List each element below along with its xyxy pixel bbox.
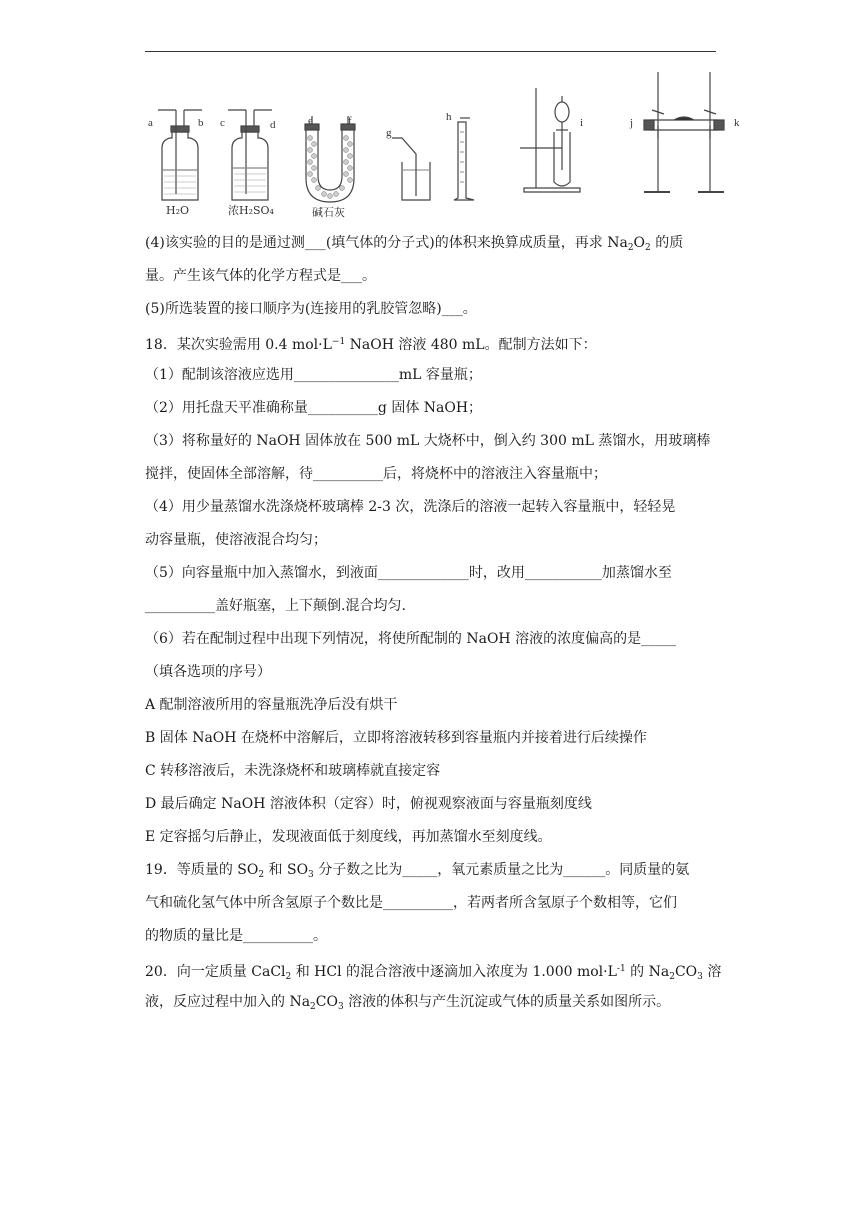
q18-step5-line2: __________盖好瓶塞，上下颠倒.混合均匀. <box>145 598 406 614</box>
port-label-g: g <box>386 127 392 139</box>
port-label-h: h <box>446 111 452 123</box>
q18-step6-line1: （6）若在配制过程中出现下列情况，将使所配制的 NaOH 溶液的浓度偏高的是_____ <box>145 631 677 647</box>
q18-title: 18．某次实验需用 0.4 $mol\cdot L^{-1}$ NaOH 溶液 480 mL。配制方法如下： <box>145 337 597 353</box>
u-tube-apparatus <box>305 116 355 202</box>
q19-line1: 19．等质量的 $SO_2$ 和 $SO_3$ 分子数之比为_____，氧元素质量之比为______。同质量的氨 <box>145 862 690 880</box>
q18-option-d: D 最后确定 NaOH 溶液体积（定容）时，俯视观察液面与容量瓶刻度线 <box>145 796 592 812</box>
q19-line2: 气和硫化氢气体中所含氢原子个数比是__________，若两者所含氢原子个数相等，它们 <box>145 895 677 911</box>
q18-step1: （1）配制该溶液应选用_______________mL 容量瓶； <box>145 367 482 383</box>
acid-bottle-apparatus <box>228 110 272 200</box>
water-bottle-apparatus <box>158 110 202 200</box>
apparatus-captions <box>166 203 345 219</box>
q18-step5-line1: （5）向容量瓶中加入蒸馏水，到液面_____________时，改用___________加蒸馏水至 <box>145 565 672 581</box>
port-label-e: e <box>308 115 313 127</box>
q20-line2: 液，反应过程中加入的 $Na_2CO_3$ 溶液的体积与产生沉淀或气体的质量关系如图所示。 <box>145 994 671 1012</box>
header-rule <box>145 51 716 52</box>
port-label-i: i <box>580 117 584 129</box>
q18-option-b: B 固体 NaOH 在烧杯中溶解后，立即将溶液转移到容量瓶内并接着进行后续操作 <box>145 730 647 746</box>
q4-line1: (4)该实验的目的是通过测___(填气体的分子式)的体积来换算成质量，再求 $Na_2O_2$ 的质 <box>145 235 684 253</box>
caption-acid: 浓H₂SO₄ <box>228 204 274 217</box>
apparatus-figure <box>140 66 740 224</box>
port-label-f: f <box>348 115 352 127</box>
port-label-b: b <box>198 117 204 129</box>
q18-step3-line2: 搅拌，使固体全部溶解，待__________后，将烧杯中的溶液注入容量瓶中； <box>145 466 607 482</box>
q18-option-c: C 转移溶液后，未洗涤烧杯和玻璃棒就直接定容 <box>145 763 441 779</box>
funnel-stand-apparatus <box>520 88 580 192</box>
port-label-c: c <box>220 117 225 129</box>
port-label-j: j <box>630 117 634 129</box>
beaker-apparatus <box>392 138 430 200</box>
q18-step4-line1: （4）用少量蒸馏水洗涤烧杯玻璃棒 2-3 次，洗涤后的溶液一起转入容量瓶中，轻轻晃 <box>145 499 676 515</box>
q18-step4-line2: 动容量瓶，使溶液混合均匀； <box>145 532 327 548</box>
q19-line3: 的物质的量比是__________。 <box>145 928 327 944</box>
q18-step3-line1: （3）将称量好的 NaOH 固体放在 500 mL 大烧杯中，倒入约 300 mL 蒸馏水，用玻璃棒 <box>145 433 711 449</box>
caption-lime: 碱石灰 <box>312 206 345 219</box>
q4-line2: 量。产生该气体的化学方程式是___。 <box>145 268 376 284</box>
graduated-cylinder-apparatus <box>454 118 474 200</box>
q5-line: (5)所选装置的接口顺序为(连接用的乳胶管忽略)___。 <box>145 301 477 317</box>
q20-line1: 20．向一定质量 CaCl$_2$ 和 HCl 的混合溶液中逐滴加入浓度为 1.000 $mol\cdot L^{-1}$ 的 $Na_2CO_3$ 溶 <box>145 964 722 982</box>
port-label-d: d <box>270 119 276 131</box>
q18-step2: （2）用托盘天平准确称量__________g 固体 NaOH； <box>145 400 483 416</box>
q18-step6-line2: （填各选项的序号） <box>145 664 271 680</box>
port-label-k: k <box>734 117 740 129</box>
heating-tube-apparatus <box>644 72 724 192</box>
port-label-a: a <box>148 117 153 129</box>
q18-option-a: A 配制溶液所用的容量瓶洗净后没有烘干 <box>145 697 398 713</box>
q18-option-e: E 定容摇匀后静止，发现液面低于刻度线，再加蒸馏水至刻度线。 <box>145 829 552 845</box>
caption-water: H₂O <box>166 204 190 217</box>
